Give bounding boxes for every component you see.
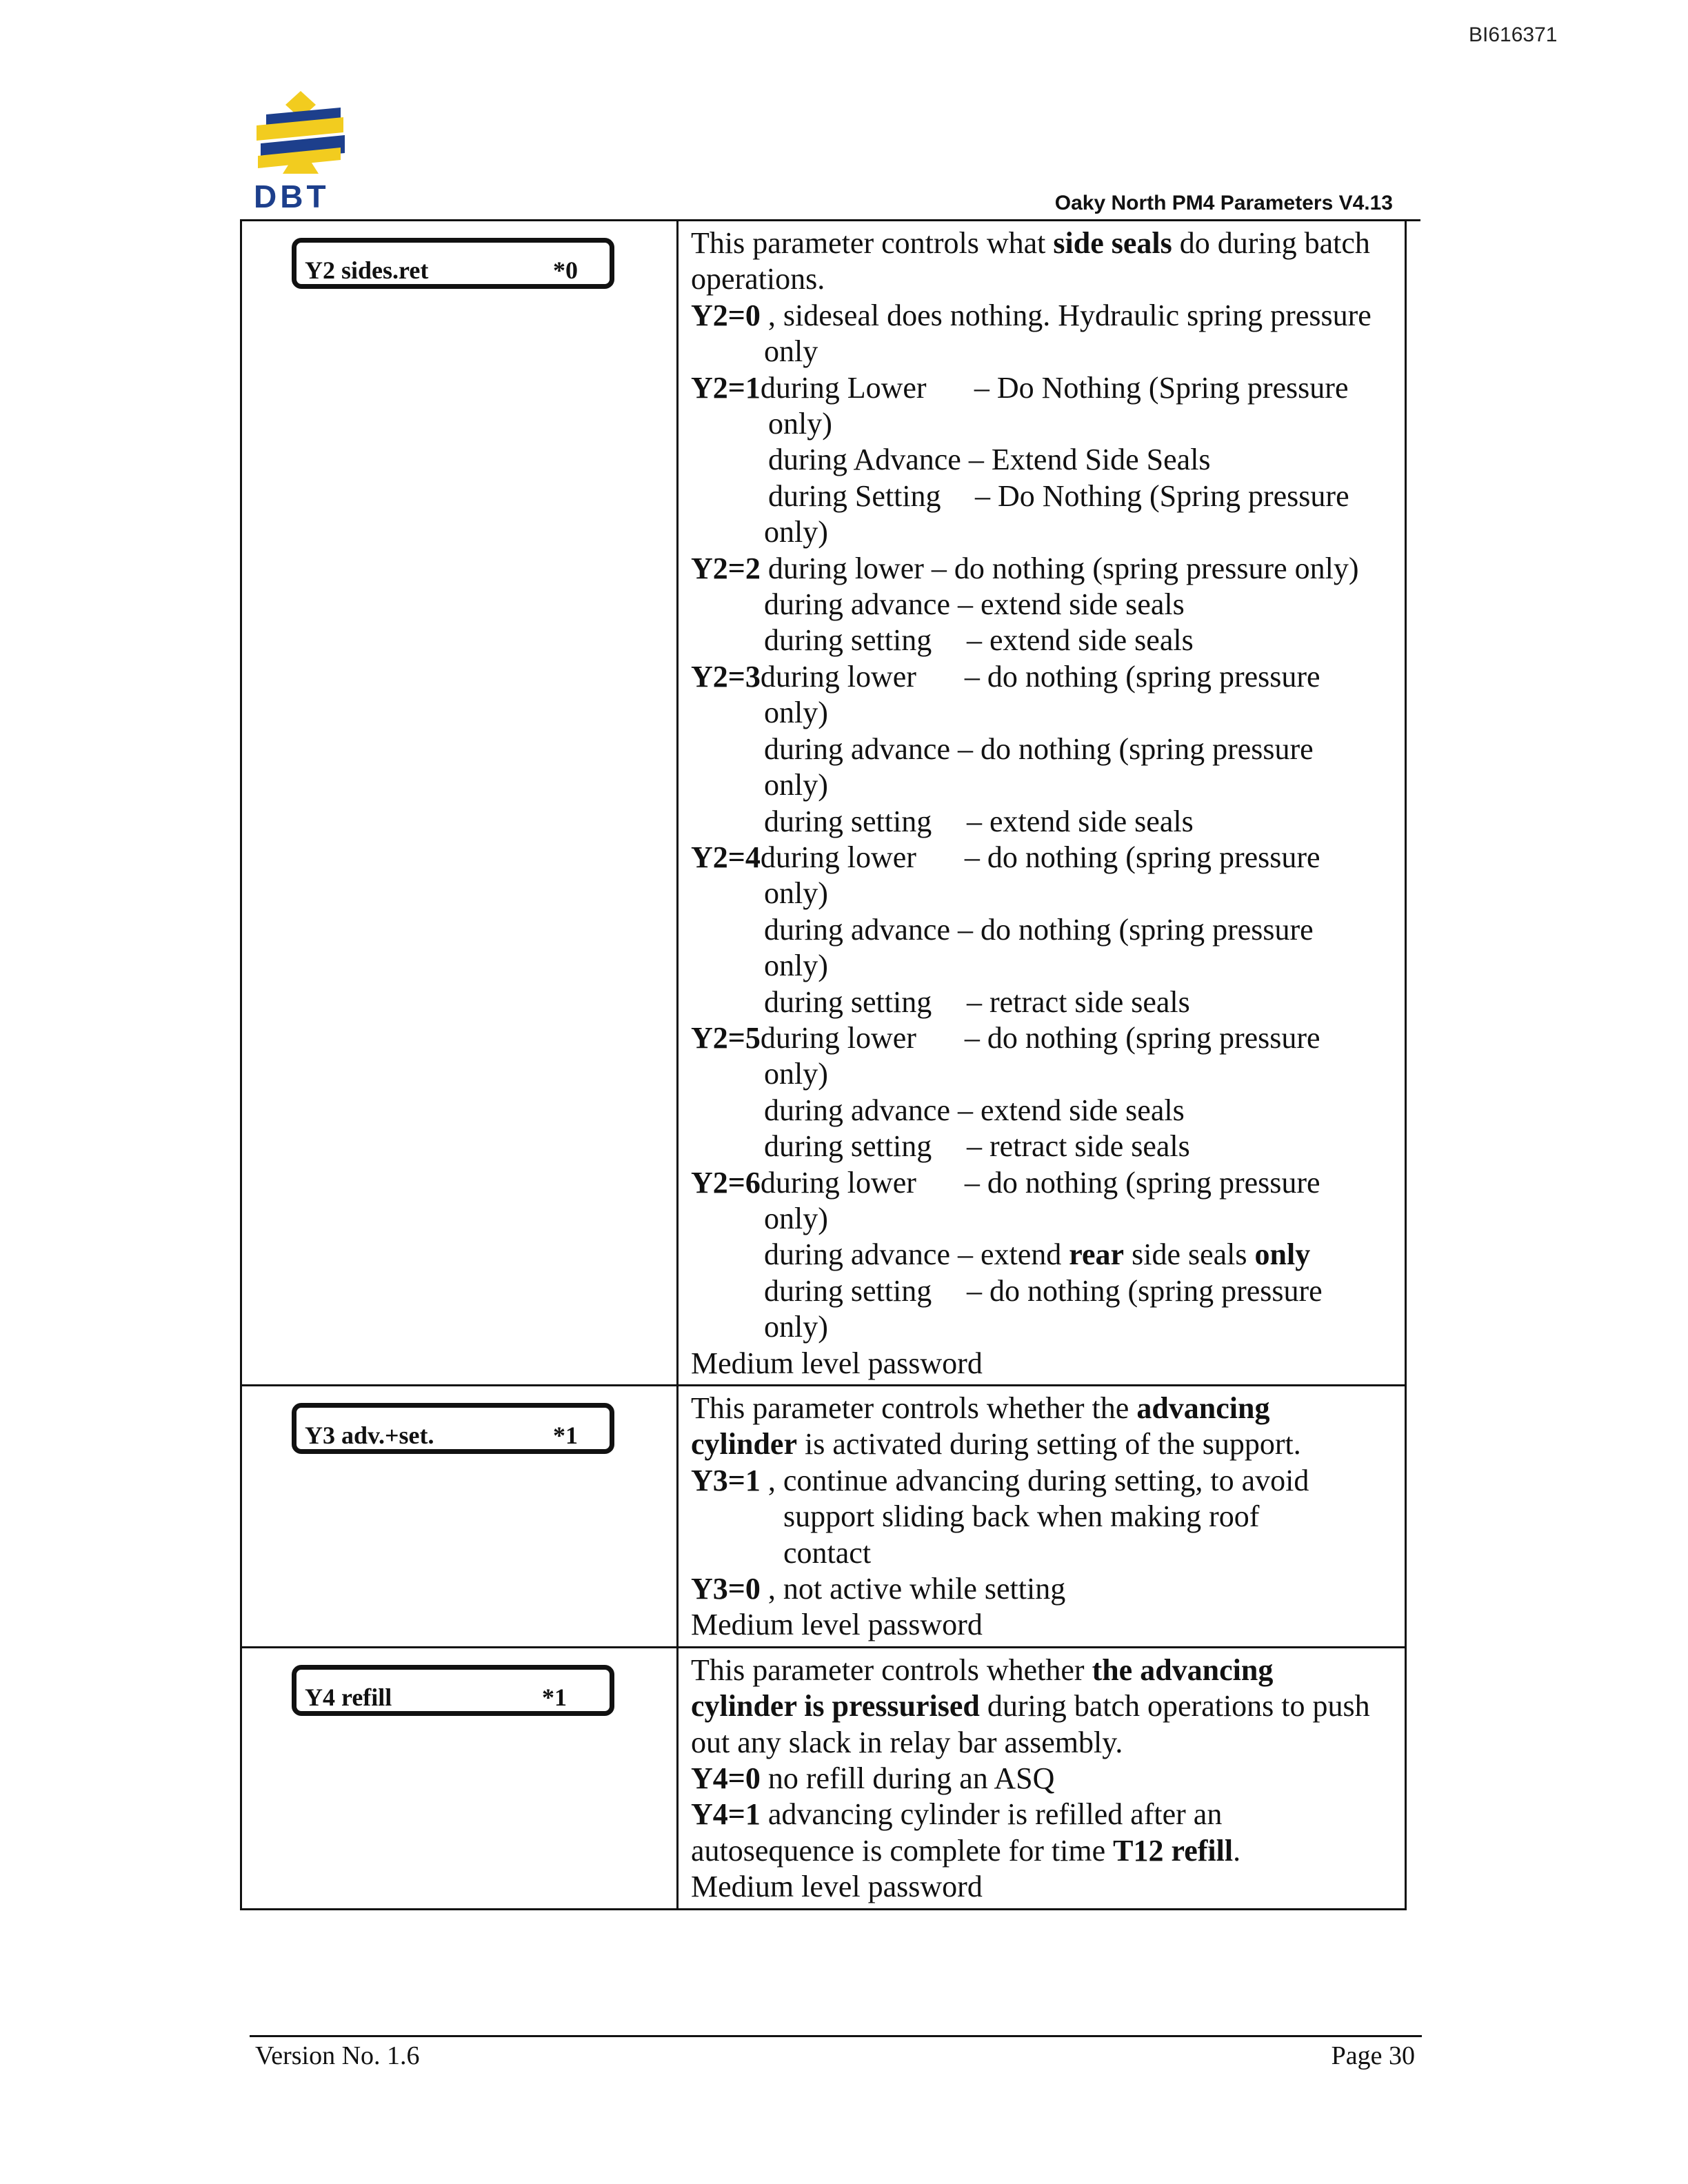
description-line: Y2=2 during lower – do nothing (spring pressure only) bbox=[691, 551, 1359, 585]
description-line: Medium level password bbox=[691, 1346, 983, 1380]
description-line: Y2=4during lower – do nothing (spring pressure bbox=[691, 840, 1320, 874]
description-line: only) bbox=[764, 1057, 828, 1091]
description-line: only) bbox=[764, 1310, 828, 1344]
lcd-display-y3 bbox=[292, 1403, 614, 1454]
lcd-parameter-name: Y3 adv.+set. bbox=[305, 1422, 434, 1449]
parameter-description-y2 bbox=[678, 221, 1406, 1386]
description-line: during setting – extend side seals bbox=[764, 623, 1194, 658]
description-line: cylinder is pressurised during batch operations to push bbox=[691, 1689, 1370, 1723]
parameter-description-y3 bbox=[678, 1386, 1406, 1648]
parameter-row-y3 bbox=[241, 1386, 1406, 1648]
description-line: support sliding back when making roof bbox=[783, 1499, 1260, 1534]
description-line: during setting – extend side seals bbox=[764, 804, 1194, 838]
parameter-description-y4 bbox=[678, 1647, 1406, 1909]
description-line: Y2=3during lower – do nothing (spring pressure bbox=[691, 659, 1320, 694]
description-line: only bbox=[764, 334, 818, 369]
description-line: during advance – extend rear side seals only bbox=[764, 1237, 1311, 1272]
parameter-display-cell bbox=[241, 1386, 678, 1648]
parameter-table bbox=[240, 219, 1407, 1910]
document-id: BI616371 bbox=[1469, 23, 1558, 46]
parameter-display-cell bbox=[241, 1647, 678, 1909]
description-line: Medium level password bbox=[691, 1608, 983, 1642]
description-line: only) bbox=[768, 407, 832, 441]
description-line: only) bbox=[764, 515, 828, 549]
description-line: during setting – do nothing (spring pressure bbox=[764, 1273, 1323, 1308]
description-line: only) bbox=[764, 876, 828, 911]
parameter-row-y4 bbox=[241, 1647, 1406, 1909]
description-line: during Setting – Do Nothing (Spring pressure bbox=[768, 478, 1349, 513]
description-line: Y2=5during lower – do nothing (spring pressure bbox=[691, 1020, 1320, 1055]
parameter-row-y2 bbox=[241, 221, 1406, 1386]
description-line: during setting – retract side seals bbox=[764, 984, 1190, 1019]
description-line: during advance – extend side seals bbox=[764, 587, 1185, 622]
lcd-parameter-value: *1 bbox=[553, 1422, 578, 1449]
dbt-logo-mark bbox=[252, 90, 349, 179]
description-line: Y2=6during lower – do nothing (spring pressure bbox=[691, 1165, 1320, 1200]
description-line: This parameter controls what side seals do during batch bbox=[691, 226, 1370, 260]
lcd-parameter-value: *1 bbox=[542, 1683, 567, 1711]
description-line: Y2=1during Lower – Do Nothing (Spring pressure bbox=[691, 370, 1349, 405]
description-line: Medium level password bbox=[691, 1870, 983, 1904]
description-line: during advance – extend side seals bbox=[764, 1093, 1185, 1127]
description-line: only) bbox=[764, 696, 828, 730]
logo-text: DBT bbox=[254, 179, 330, 214]
description-line: during advance – do nothing (spring pressure bbox=[764, 731, 1314, 766]
description-line: operations. bbox=[691, 262, 825, 296]
lcd-display-y2 bbox=[292, 238, 614, 289]
description-line: This parameter controls whether the advancing bbox=[691, 1652, 1274, 1687]
description-line: Y4=0 no refill during an ASQ bbox=[691, 1761, 1055, 1796]
description-line: Y4=1 advancing cylinder is refilled after an bbox=[691, 1797, 1223, 1832]
dbt-logo bbox=[252, 90, 349, 214]
description-line: during Advance – Extend Side Seals bbox=[768, 443, 1211, 477]
version-number: Version No. 1.6 bbox=[255, 2041, 420, 2070]
description-line: during advance – do nothing (spring pressure bbox=[764, 912, 1314, 947]
description-line: contact bbox=[783, 1535, 872, 1570]
description-line: autosequence is complete for time T12 refill. bbox=[691, 1833, 1241, 1868]
lcd-parameter-name: Y4 refill bbox=[305, 1683, 392, 1711]
lcd-display-y4 bbox=[292, 1665, 614, 1716]
description-line: cylinder is activated during setting of the support. bbox=[691, 1427, 1301, 1462]
description-line: Y3=1 , continue advancing during setting, to avoid bbox=[691, 1463, 1309, 1497]
lcd-parameter-name: Y2 sides.ret bbox=[305, 256, 429, 284]
description-line: Y3=0 , not active while setting bbox=[691, 1572, 1066, 1606]
description-line: out any slack in relay bar assembly. bbox=[691, 1725, 1123, 1759]
description-line: Y2=0 , sideseal does nothing. Hydraulic spring pressure bbox=[691, 298, 1372, 332]
description-line: only) bbox=[764, 768, 828, 802]
lcd-parameter-value: *0 bbox=[553, 256, 578, 284]
description-line: This parameter controls whether the advancing bbox=[691, 1391, 1270, 1425]
description-line: only) bbox=[764, 1201, 828, 1235]
footer-rule bbox=[250, 2035, 1422, 2037]
page-number: Page 30 bbox=[1331, 2041, 1415, 2070]
document-header-title: Oaky North PM4 Parameters V4.13 bbox=[1054, 192, 1393, 214]
parameter-display-cell bbox=[241, 221, 678, 1386]
description-line: during setting – retract side seals bbox=[764, 1129, 1190, 1164]
description-line: only) bbox=[764, 949, 828, 983]
